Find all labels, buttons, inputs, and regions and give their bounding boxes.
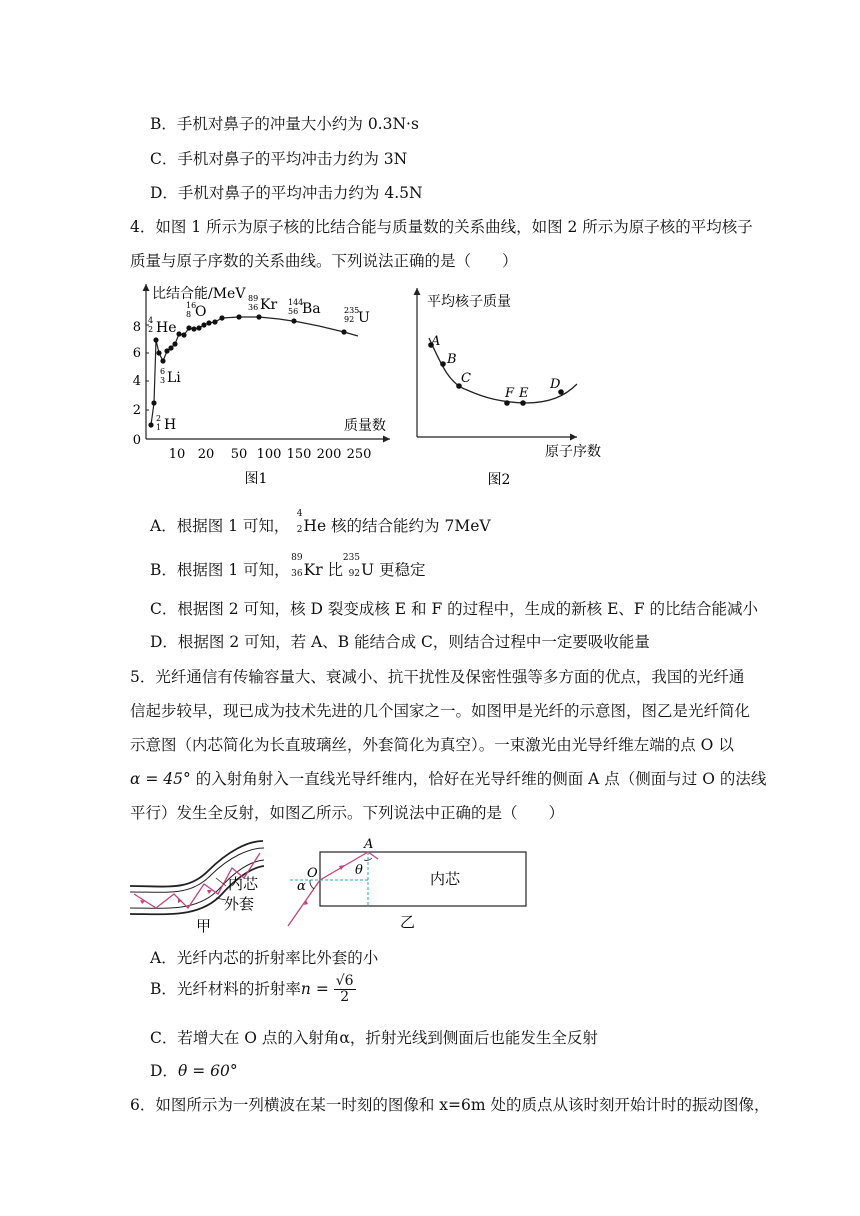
q4-option-b: B．根据图 1 可知， 89 36 Kr 比 235 92 U 更稳定 [150,552,426,579]
svg-text:2: 2 [148,325,154,334]
figure-jia-optical-fiber [128,836,278,936]
svg-text:3: 3 [160,376,166,385]
fig1-xlabel: 质量数 [344,418,386,434]
fig-jia-inner: 内芯 [228,875,259,893]
q3-option-d: D．手机对鼻子的平均冲击力约为 4.5N [150,184,423,202]
q4-stem-line2: 质量与原子序数的关系曲线。下列说法正确的是（ ） [130,252,518,270]
q4-stem-line1: 4．如图 1 所示为原子核的比结合能与质量数的关系曲线，如图 2 所示为原子核的平均核子 [130,218,753,236]
svg-text:6: 6 [160,367,166,376]
svg-text:0: 0 [132,433,141,448]
fig-yi-A: A [364,837,374,852]
fig-jia-outer: 外套 [224,895,255,913]
fig-yi-theta: θ [355,863,363,878]
svg-text:250: 250 [346,447,372,462]
fig-yi-inner: 内芯 [430,870,461,888]
q4-option-a: A．根据图 1 可知， 4 2 He 核的结合能约为 7MeV [150,508,491,535]
svg-text:150: 150 [286,447,312,462]
svg-text:2: 2 [156,414,162,423]
fig-jia-caption: 甲 [196,917,212,935]
q4-option-c: C．根据图 2 可知，核 D 裂变成核 E 和 F 的过程中，生成的新核 E、F 的比结合能减小 [150,600,759,618]
svg-text:4: 4 [132,374,141,389]
svg-text:100: 100 [256,447,282,462]
q5-stem-line5: 平行）发生全反射，如图乙所示。下列说法中正确的是（ ） [130,804,565,822]
fig2-xlabel: 原子序数 [545,444,601,460]
fig-yi-O: O [307,866,318,881]
figure-yi-fiber-diagram [280,834,530,934]
label-H: H [164,417,177,433]
q5-option-a: A．光纤内芯的折射率比外套的小 [150,949,379,967]
q6-stem-line1: 6．如图所示为一列横波在某一时刻的图像和 x=6m 处的质点从该时刻开始计时的振动图像， [130,1096,770,1114]
svg-text:92: 92 [344,315,355,324]
q5-option-d: D．θ = 60° [150,1062,238,1080]
q5-stem-line3: 示意图（内芯简化为长直玻璃丝，外套简化为真空）。一束激光由光导纤维左端的点 O 以 [130,736,734,754]
point-A: A [431,334,441,349]
svg-text:6: 6 [132,346,141,361]
fig1-caption: 图1 [244,471,268,487]
svg-text:144: 144 [288,298,304,307]
point-C: C [461,371,471,386]
fig2-caption: 图2 [487,472,511,488]
label-Ba: Ba [302,301,321,317]
point-B: B [447,352,457,367]
svg-text:36: 36 [248,303,259,312]
q3-option-b: B．手机对鼻子的冲量大小约为 0.3N·s [150,115,419,133]
q5-option-b: B．光纤材料的折射率n = $\frac{√6}{2}$ [150,973,354,1006]
point-F: F [505,386,515,401]
q5-stem-line1: 5．光纤通信有传输容量大、衰减小、抗干扰性及保密性强等多方面的优点，我国的光纤通 [130,668,745,686]
figure-2-mass-per-nucleon [405,284,615,488]
label-He: He [156,320,177,336]
fig-yi-alpha: α [297,879,306,894]
fig-yi-caption: 乙 [400,913,416,931]
svg-text:16: 16 [186,301,197,310]
svg-text:56: 56 [288,307,299,316]
fig1-ylabel: 比结合能/MeV [152,286,246,302]
svg-text:89: 89 [248,294,259,303]
label-O: O [195,304,207,320]
point-D: D [550,377,561,392]
svg-text:20: 20 [197,447,215,462]
svg-text:50: 50 [230,447,248,462]
svg-text:4: 4 [148,316,154,325]
label-Li: Li [167,370,181,386]
figure-1-binding-energy [118,278,398,488]
svg-text:200: 200 [316,447,342,462]
svg-text:8: 8 [132,320,141,335]
q5-stem-line2: 信起步较早，现已成为技术先进的几个国家之一。如图甲是光纤的示意图，图乙是光纤简化 [130,702,751,720]
q5-option-c: C．若增大在 O 点的入射角α，折射光线到侧面后也能发生全反射 [150,1029,598,1047]
q3-option-c: C．手机对鼻子的平均冲击力约为 3N [150,150,408,168]
svg-text:8: 8 [186,310,192,319]
point-E: E [519,386,529,401]
svg-text:2: 2 [132,403,141,418]
fig2-ylabel: 平均核子质量 [427,294,511,310]
label-Kr: Kr [260,297,278,313]
q5-stem-line4: α = 45° 的入射角射入一直线光导纤维内，恰好在光导纤维的侧面 A 点（侧面与过 O 的法线 [130,770,767,788]
svg-text:1: 1 [156,423,162,432]
label-U: U [358,310,370,326]
svg-text:10: 10 [168,447,186,462]
svg-text:235: 235 [344,306,360,315]
q4-option-d: D．根据图 2 可知，若 A、B 能结合成 C，则结合过程中一定要吸收能量 [150,633,650,651]
